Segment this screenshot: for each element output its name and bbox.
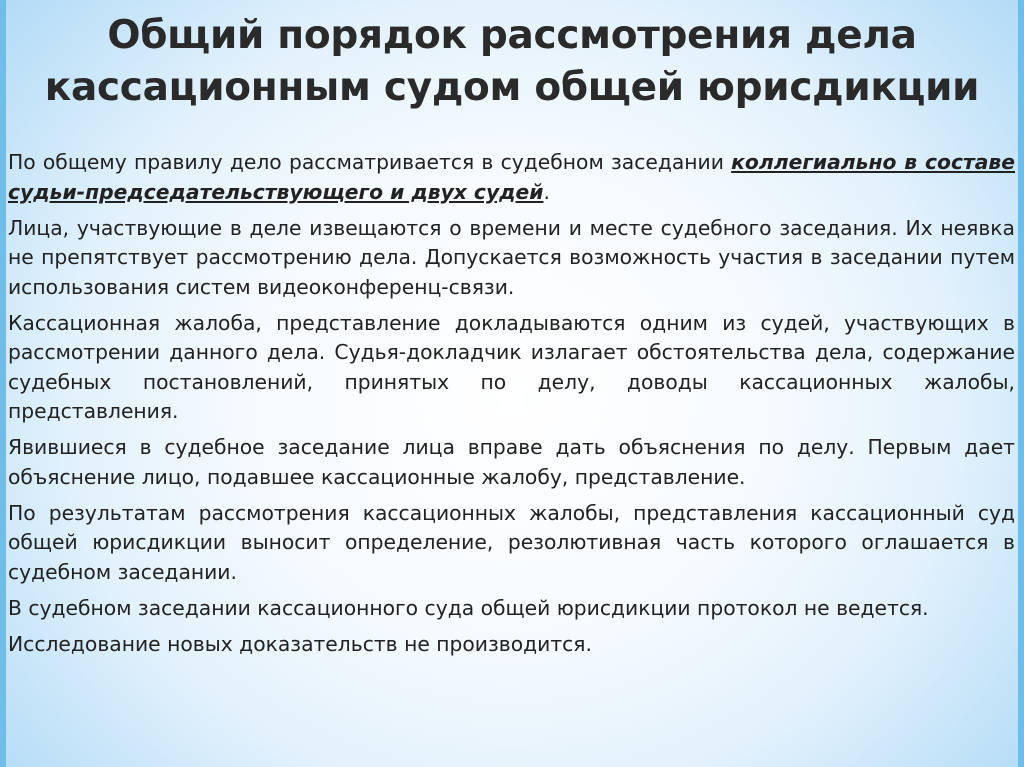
paragraph-6: В судебном заседании кассационного суда общей юрисдикции протокол не ведется. (8, 595, 929, 620)
paragraph-1-text: По общему правилу дело рассматривается в судебном заседании (8, 150, 732, 174)
slide-body (8, 148, 1015, 666)
paragraph-3: Кассационная жалоба, представление докладываются одним из судей, участвующих в рассмотрении данного дела. Судья-докладчик излагает обстоятельства дела, содержание судебных постановлений, принятых по делу, доводы кассационных жалобы, представления. (8, 310, 1015, 423)
title-line-2: кассационным судом общей юрисдикции (44, 65, 980, 110)
paragraph-1-emphasis: коллегиально в составе судьи-председательствующего и двух судей (8, 150, 1015, 204)
slide-title (20, 10, 1004, 114)
title-line-1: Общий порядок рассмотрения дела (107, 13, 917, 58)
paragraph-7: Исследование новых доказательств не производится. (8, 631, 592, 656)
paragraph-4: Явившиеся в судебное заседание лица вправе дать объяснения по делу. Первым дает объяснение лицо, подавшее кассационные жалобу, представление. (8, 435, 1015, 489)
paragraph-1 (8, 148, 1015, 207)
paragraph-5: По результатам рассмотрения кассационных жалобы, представления кассационный суд общей юрисдикции выносит определение, резолютивная часть которого оглашается в судебном заседании. (8, 500, 1015, 584)
paragraph-2: Лица, участвующие в деле извещаются о времени и месте судебного заседания. Их неявка не препятствует рассмотрению дела. Допускается возможность участия в заседании путем использования систем видеоконференц-связи. (8, 215, 1015, 299)
paragraph-1-end: . (543, 179, 550, 204)
